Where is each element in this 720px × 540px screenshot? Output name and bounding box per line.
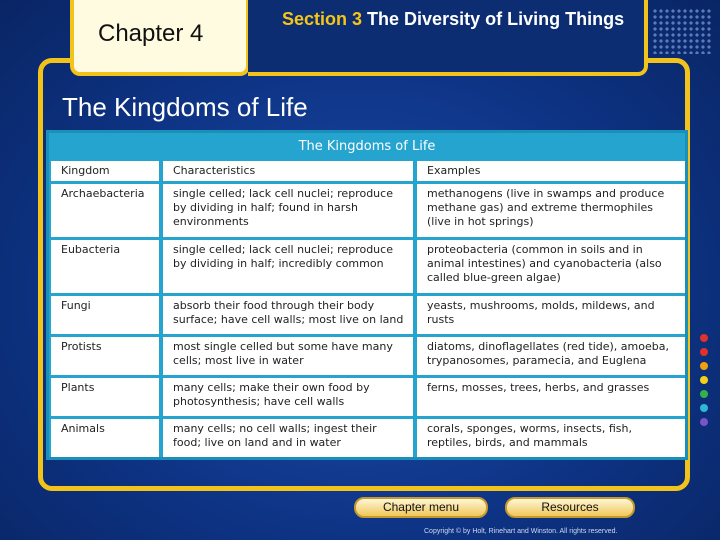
table-row-examples: corals, sponges, worms, insects, fish, reptiles, birds, and mammals: [417, 419, 685, 457]
table-row-characteristics: most single celled but some have many cells; most live in water: [163, 337, 413, 375]
section-tab: [248, 0, 648, 76]
table-row-characteristics: single celled; lack cell nuclei; reproduce by dividing in half; incredibly common: [163, 240, 413, 293]
table-row-kingdom: Archaebacteria: [51, 184, 159, 237]
section-title: The Diversity of Living Things: [367, 9, 625, 29]
slide-title: The Kingdoms of Life: [62, 92, 308, 122]
resources-button[interactable]: Resources: [505, 497, 635, 518]
table-title: The Kingdoms of Life: [298, 139, 436, 154]
table-row-kingdom: Protists: [51, 337, 159, 375]
table-row-examples: methanogens (live in swamps and produce methane gas) and extreme thermophiles (live in hot springs): [417, 184, 685, 237]
table-row-examples: yeasts, mushrooms, molds, mildews, and rusts: [417, 296, 685, 334]
section-number: Section 3: [282, 9, 363, 29]
table-row-kingdom: Animals: [51, 419, 159, 457]
chapter-tab: [70, 0, 250, 76]
header-examples: Examples: [417, 161, 685, 181]
header-characteristics: Characteristics: [163, 161, 413, 181]
chapter-menu-button[interactable]: Chapter menu: [354, 497, 488, 518]
table-row-examples: diatoms, dinoflagellates (red tide), amoeba, trypanosomes, paramecia, and Euglena: [417, 337, 685, 375]
kingdoms-table: [46, 130, 688, 460]
decorative-dot-grid: [652, 8, 712, 54]
table-row-characteristics: single celled; lack cell nuclei; reproduce by dividing in half; found in harsh environments: [163, 184, 413, 237]
copyright-notice: Copyright © by Holt, Rinehart and Winston. All rights reserved.: [424, 528, 618, 535]
table-row-kingdom: Fungi: [51, 296, 159, 334]
table-row-characteristics: absorb their food through their body surface; have cell walls; most live on land: [163, 296, 413, 334]
table-row-kingdom: Plants: [51, 378, 159, 416]
chapter-label: Chapter 4: [98, 20, 204, 47]
table-row-characteristics: many cells; make their own food by photosynthesis; have cell walls: [163, 378, 413, 416]
table-row-kingdom: Eubacteria: [51, 240, 159, 293]
table-row-examples: ferns, mosses, trees, herbs, and grasses: [417, 378, 685, 416]
header-kingdom: Kingdom: [51, 161, 159, 181]
table-row-characteristics: many cells; no cell walls; ingest their food; live on land and in water: [163, 419, 413, 457]
table-row-examples: proteobacteria (common in soils and in animal intestines) and cyanobacteria (also called blue-green algae): [417, 240, 685, 293]
decorative-color-dots: [700, 334, 708, 432]
